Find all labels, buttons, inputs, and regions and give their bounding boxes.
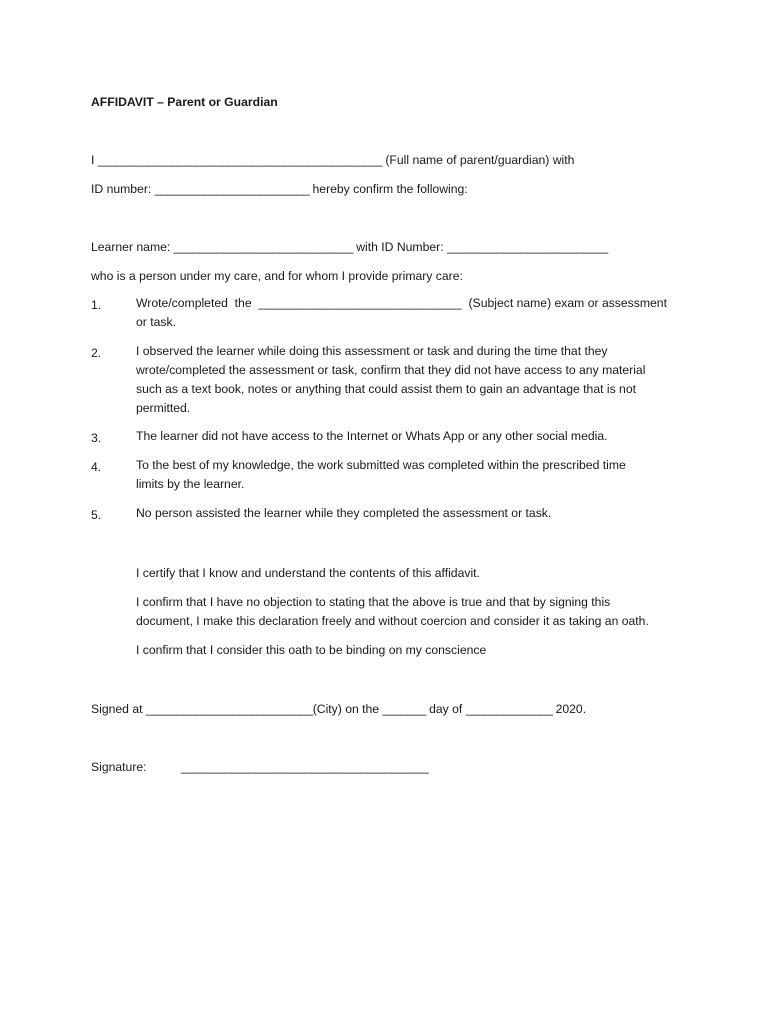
parent-name-blank[interactable]: ______________________________________________ [97, 153, 382, 167]
item-number: 5. [91, 508, 102, 522]
id-prefix: ID number: [91, 182, 155, 196]
document-title: AFFIDAVIT – Parent or Guardian [91, 95, 278, 109]
item-text-line: or task. [136, 315, 176, 329]
certify-no-objection-line-1: I confirm that I have no objection to stating that the above is true and that by signing this [136, 595, 611, 609]
item-text-line: The learner did not have access to the Internet or Whats App or any other social media. [136, 429, 608, 443]
item-text-line: No person assisted the learner while they completed the assessment or task. [136, 506, 552, 520]
list-item [136, 342, 686, 418]
parent-id-blank[interactable]: _________________________ [154, 182, 310, 196]
list-item [136, 294, 686, 332]
learner-id-blank[interactable]: __________________________ [446, 240, 608, 254]
item-text-line: permitted. [136, 401, 191, 415]
certify-no-objection-line-2: document, I make this declaration freely and without coercion and consider it as taking an oath. [136, 614, 649, 628]
intro-prefix: I [91, 153, 98, 167]
list-item [136, 504, 686, 523]
learner-middle: with ID Number: [352, 240, 447, 254]
signature-blank[interactable]: ________________________________________ [181, 760, 429, 774]
item-text-line: wrote/completed the assessment or task, confirm that they did not have access to any material [136, 363, 646, 377]
intro-line-parent-name [91, 152, 574, 168]
care-line: who is a person under my care, and for whom I provide primary care: [91, 269, 463, 283]
id-suffix: hereby confirm the following: [309, 182, 468, 196]
intro-suffix: (Full name of parent/guardian) with [381, 153, 575, 167]
list-item [136, 456, 686, 494]
item-text-line: I observed the learner while doing this assessment or task and during the time that they [136, 344, 608, 358]
item-text-line: To the best of my knowledge, the work submitted was completed within the prescribed time [136, 458, 626, 472]
item-number: 3. [91, 431, 102, 445]
item-text-line: such as a text book, notes or anything that could assist them to gain an advantage that is not [136, 382, 637, 396]
city-label: (City) on the [312, 702, 383, 716]
learner-name-blank[interactable]: _____________________________ [173, 240, 353, 254]
certify-binding-oath: I confirm that I consider this oath to be binding on my conscience [136, 643, 487, 657]
item-text-line: Wrote/completed the ______________________________ (Subject name) exam or assessment [136, 296, 667, 310]
list-item [136, 427, 686, 446]
day-blank[interactable]: _______ [382, 702, 426, 716]
city-blank[interactable]: ___________________________ [145, 702, 313, 716]
intro-line-id-number [91, 181, 468, 197]
day-label: day of [425, 702, 466, 716]
item-text-line: limits by the learner. [136, 477, 245, 491]
certify-understand: I certify that I know and understand the contents of this affidavit. [136, 566, 480, 580]
item-number: 1. [91, 298, 102, 312]
year-label: 2020. [552, 702, 587, 716]
signed-at-line [91, 701, 586, 717]
month-blank[interactable]: ______________ [465, 702, 553, 716]
learner-prefix: Learner name: [91, 240, 174, 254]
item-number: 2. [91, 346, 102, 360]
learner-line [91, 239, 608, 255]
signed-prefix: Signed at [91, 702, 146, 716]
item-number: 4. [91, 460, 102, 474]
signature-label: Signature: [91, 760, 147, 774]
